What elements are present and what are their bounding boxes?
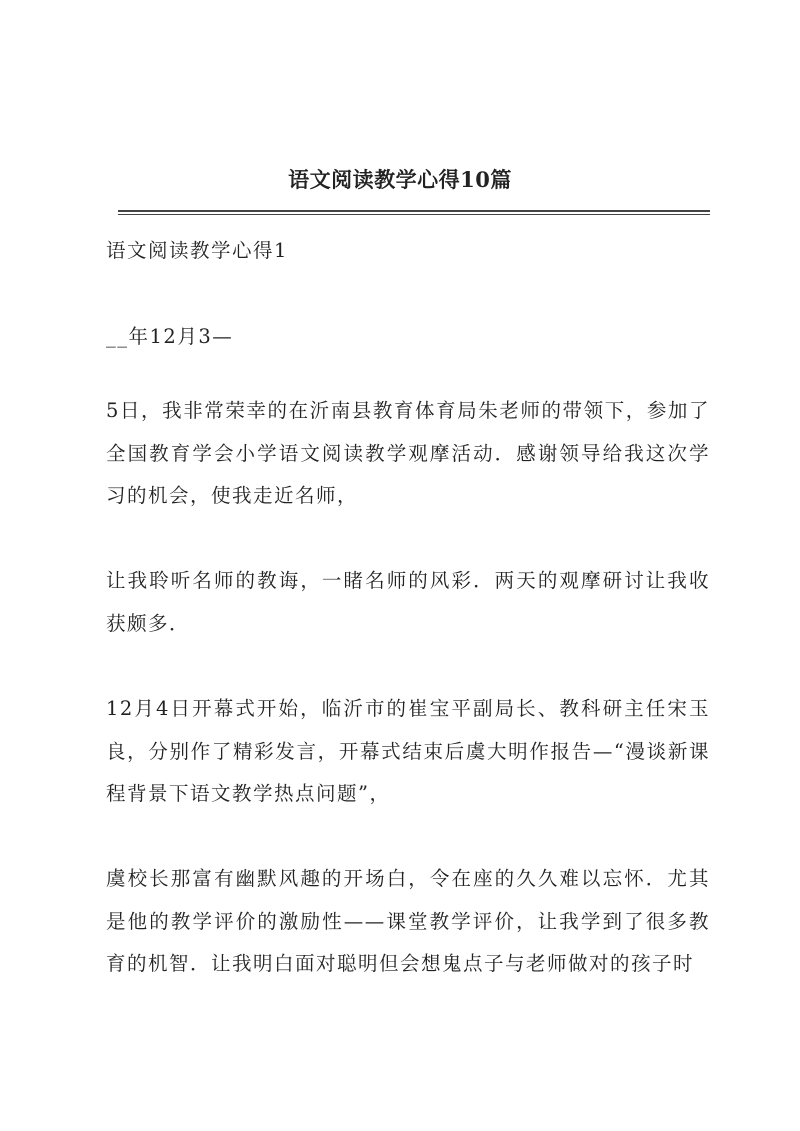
paragraph: 虞校长那富有幽默风趣的开场白，令在座的久久难以忘怀．尤其是他的教学评价的激励性——课堂教学评价，让我学到了很多教育的机智．让我明白面对聪明但会想鬼点子与老师做对的孩子时	[106, 867, 710, 975]
document-title: 语文阅读教学心得10篇	[288, 167, 512, 192]
paragraph-date: __年12月3—	[106, 325, 234, 348]
section-heading: 语文阅读教学心得1	[106, 239, 288, 262]
paragraph: 12月4日开幕式开始，临沂市的崔宝平副局长、教科研主任宋玉良，分别作了精彩发言，开幕式结束后虞大明作报告—“漫谈新课程背景下语文教学热点问题”，	[106, 697, 710, 805]
paragraph: 5日，我非常荣幸的在沂南县教育体育局朱老师的带领下，参加了全国教育学会小学语文阅读教学观摩活动．感谢领导给我这次学习的机会，使我走近名师，	[106, 399, 710, 507]
paragraph: 让我聆听名师的教诲，一睹名师的风彩．两天的观摩研讨让我收获颇多．	[106, 569, 710, 635]
title-divider	[118, 210, 710, 215]
